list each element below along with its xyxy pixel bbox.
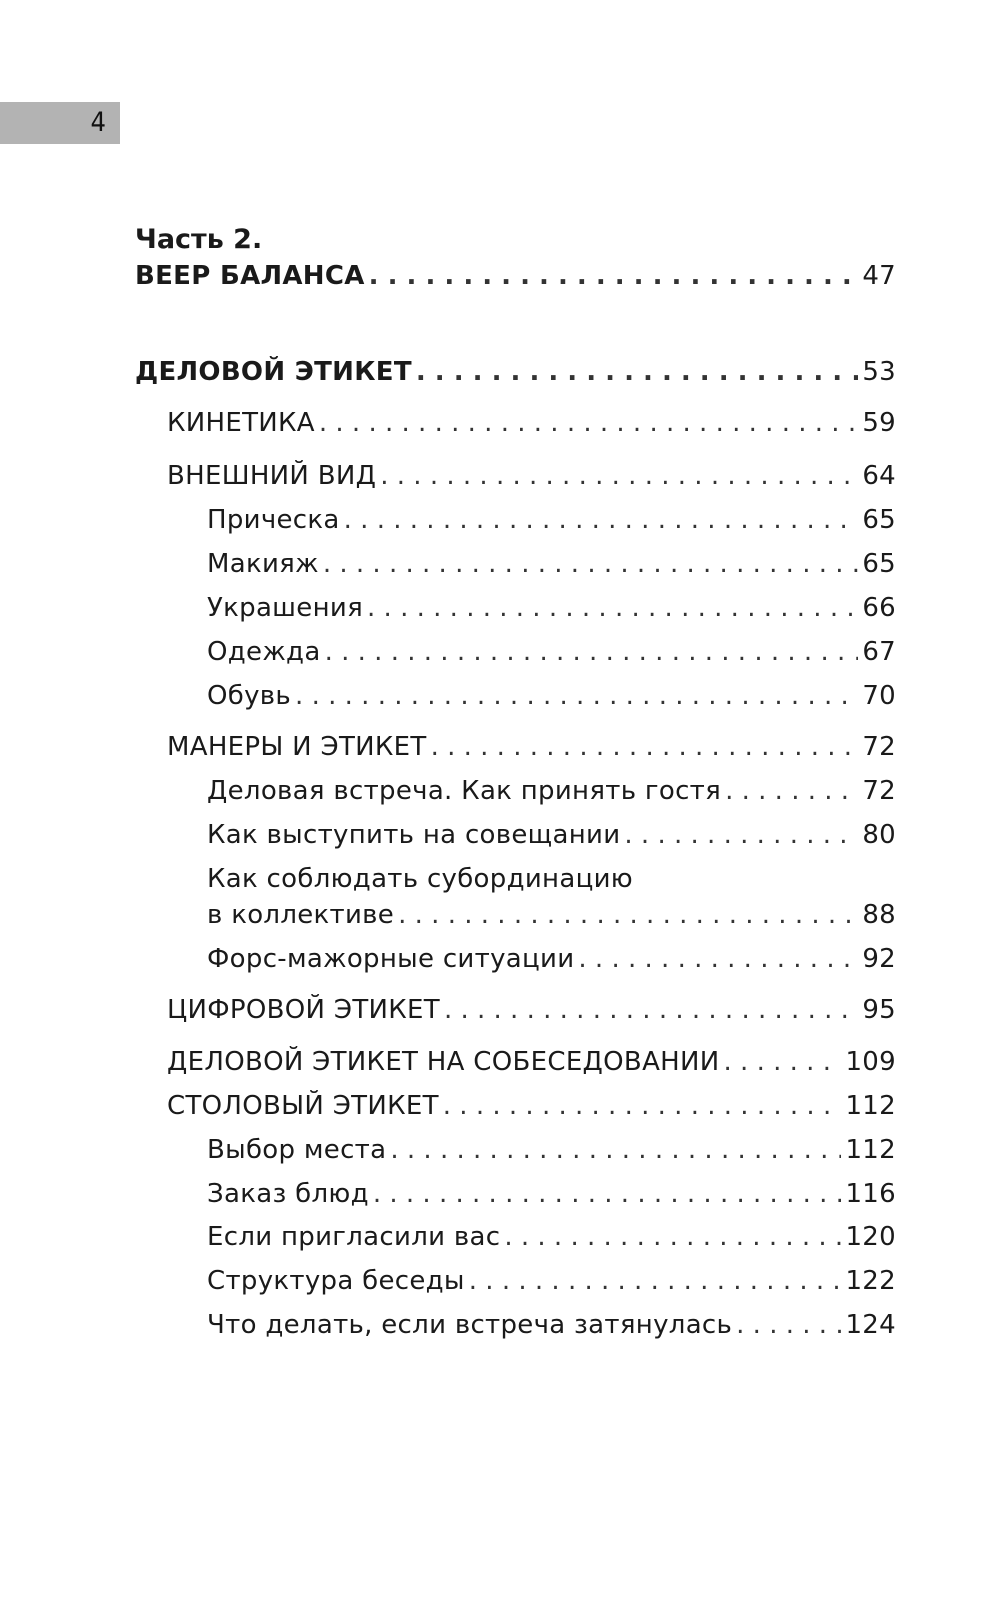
toc-entry-page: 65 xyxy=(862,549,896,579)
toc-entry-page: 112 xyxy=(845,1091,896,1121)
dot-leader xyxy=(380,458,858,494)
toc-entry-title: ВНЕШНИЙ ВИД xyxy=(167,461,377,491)
toc-entry xyxy=(207,817,896,853)
toc-entry-page: 95 xyxy=(862,995,896,1025)
toc-entry-title: ЦИФРОВОЙ ЭТИКЕТ xyxy=(167,995,440,1025)
toc-entry-page: 116 xyxy=(845,1179,896,1209)
toc-entry-title: ДЕЛОВОЙ ЭТИКЕТ xyxy=(135,357,412,387)
dot-leader xyxy=(344,502,859,538)
toc-entry-page: 120 xyxy=(845,1222,896,1252)
toc-entry xyxy=(207,546,896,582)
toc-entry-page: 67 xyxy=(862,637,896,667)
dot-leader xyxy=(319,405,858,441)
dot-leader xyxy=(736,1307,841,1343)
toc-entry xyxy=(207,1263,896,1299)
dot-leader xyxy=(469,1263,842,1299)
toc-entry xyxy=(207,1176,896,1212)
toc-entry-title: КИНЕТИКА xyxy=(167,408,315,438)
toc-entry-title: Украшения xyxy=(207,593,364,623)
toc-entry-page: 64 xyxy=(862,461,896,491)
dot-leader xyxy=(295,678,858,714)
toc-entry-page: 92 xyxy=(862,944,896,974)
toc-entry-page: 47 xyxy=(862,261,896,291)
toc-entry-page: 59 xyxy=(862,408,896,438)
dot-leader xyxy=(724,1044,842,1080)
toc-entry-page: 88 xyxy=(862,900,896,930)
toc-entry-page: 112 xyxy=(845,1135,896,1165)
toc-entry xyxy=(207,1307,896,1343)
dot-leader xyxy=(578,941,858,977)
dot-leader xyxy=(624,817,858,853)
toc-entry-page: 122 xyxy=(845,1266,896,1296)
toc-entry-page: 53 xyxy=(862,357,896,387)
toc-entry xyxy=(207,590,896,626)
dot-leader xyxy=(504,1219,841,1255)
toc-entry-part-title xyxy=(135,258,896,294)
dot-leader xyxy=(373,1176,842,1212)
toc-entry-title: Как выступить на совещании xyxy=(207,820,621,850)
dot-leader xyxy=(398,897,858,933)
dot-leader xyxy=(390,1132,841,1168)
toc-entry-title: Выбор места xyxy=(207,1135,387,1165)
toc-entry-page: 70 xyxy=(862,681,896,711)
toc-entry xyxy=(207,1132,896,1168)
toc-entry-page: 109 xyxy=(845,1047,896,1077)
toc-entry xyxy=(167,992,896,1028)
toc-entry xyxy=(207,773,896,809)
toc-entry-title: Структура беседы xyxy=(207,1266,465,1296)
toc-entry-page: 72 xyxy=(862,732,896,762)
toc-entry-title-cont: в коллективе xyxy=(207,900,395,930)
toc-entry-title: Одежда xyxy=(207,637,321,667)
dot-leader xyxy=(431,729,859,765)
page-number-tab xyxy=(0,102,120,144)
dot-leader xyxy=(325,634,859,670)
toc-entry-page: 65 xyxy=(862,505,896,535)
toc-entry-page: 124 xyxy=(845,1310,896,1340)
toc-entry-title: Если пригласили вас xyxy=(207,1222,501,1252)
page-number: 4 xyxy=(90,107,106,138)
toc-entry-title: Что делать, если встреча затянулась xyxy=(207,1310,733,1340)
toc-entry-title: Прическа xyxy=(207,505,340,535)
toc-entry xyxy=(167,405,896,441)
toc-entry-title: Макияж xyxy=(207,549,319,579)
toc-entry xyxy=(207,678,896,714)
dot-leader xyxy=(444,992,858,1028)
toc-entry-title: Деловая встреча. Как принять гостя xyxy=(207,776,722,806)
toc-entry xyxy=(207,941,896,977)
dot-leader xyxy=(367,590,858,626)
toc-entry xyxy=(207,1219,896,1255)
toc-entry xyxy=(135,354,896,390)
part-heading: Часть 2. xyxy=(135,224,263,255)
toc-entry xyxy=(167,729,896,765)
dot-leader xyxy=(323,546,858,582)
toc-entry xyxy=(207,897,896,933)
toc-entry xyxy=(207,502,896,538)
toc-entry xyxy=(167,458,896,494)
toc-entry-page: 80 xyxy=(862,820,896,850)
toc-entry-title-line: Как соблюдать субординацию xyxy=(207,864,633,894)
toc-entry-title: ДЕЛОВОЙ ЭТИКЕТ НА СОБЕСЕДОВАНИИ xyxy=(167,1047,720,1077)
dot-leader xyxy=(725,773,858,809)
toc-entry-page: 66 xyxy=(862,593,896,623)
toc-entry-title: МАНЕРЫ И ЭТИКЕТ xyxy=(167,732,427,762)
toc-entry-title: Заказ блюд xyxy=(207,1179,369,1209)
toc-entry xyxy=(167,1044,896,1080)
toc-entry-page: 72 xyxy=(862,776,896,806)
toc-entry-title: ВЕЕР БАЛАНСА xyxy=(135,261,365,291)
toc-entry xyxy=(207,634,896,670)
toc-entry-title: СТОЛОВЫЙ ЭТИКЕТ xyxy=(167,1091,439,1121)
toc-entry xyxy=(167,1088,896,1124)
toc-entry-title: Обувь xyxy=(207,681,292,711)
toc-entry-title: Форс-мажорные ситуации xyxy=(207,944,575,974)
dot-leader xyxy=(443,1088,842,1124)
dot-leader xyxy=(369,258,859,294)
dot-leader xyxy=(416,354,858,390)
